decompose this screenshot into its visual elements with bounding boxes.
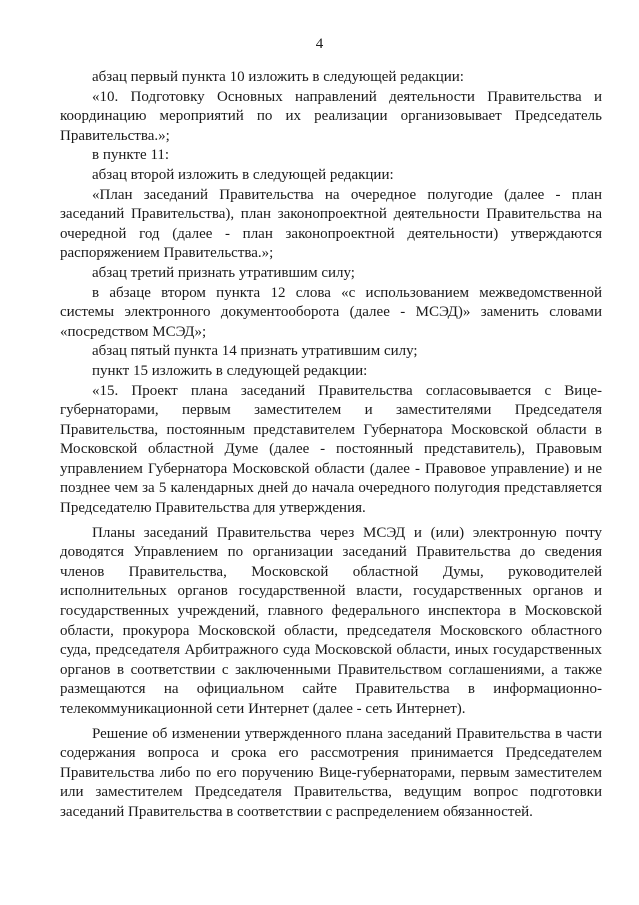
- page-number: 4: [315, 36, 324, 52]
- paragraph-10: «15. Проект плана заседаний Правительства согласовывается с Вице-губернаторами, первым заместителем и заместителями Председателя Правительства, постоянным представителем Губернатора Московской области в Московской областной Думе (далее - постоянный представитель), Правовым управлением Губернатора Московской области (далее - Правовое управление) и не позднее чем за 5 календарных дней до начала очередного полугодия представляется Председателю Правительства для утверждения.: [60, 382, 602, 517]
- document-body: [60, 68, 602, 823]
- paragraph-5: «План заседаний Правительства на очередное полугодие (далее - план заседаний Правительства), план законопроектной деятельности Правительства на очередной год (далее - план законопроектной деятельности) утверждаются распоряжением Правительства.»;: [60, 186, 602, 262]
- paragraph-12: Решение об изменении утвержденного плана заседаний Правительства в части содержания вопроса и срока его рассмотрения принимается Председателем Правительства либо по его поручению Вице-губернаторами, первым заместителем или заместителем Председателя Правительства, ведущим вопрос подготовки заседаний Правительства в соответствии с распределением обязанностей.: [60, 725, 602, 820]
- paragraph-7: в абзаце втором пункта 12 слова «с использованием межведомственной системы электронного документооборота (далее - МСЭД)» заменить словами «посредством МСЭД»;: [60, 284, 602, 340]
- paragraph-8: абзац пятый пункта 14 признать утратившим силу;: [92, 343, 418, 360]
- paragraph-4: абзац второй изложить в следующей редакции:: [92, 166, 394, 183]
- paragraph-11: Планы заседаний Правительства через МСЭД и (или) электронную почту доводятся Управлением по организации заседаний Правительства до сведения членов Правительства, Московской областной Думы, руководителей исполнительных органов государственной власти, государственных органов и государственных учреждений, главного федерального инспектора в Московской области, прокурора Московской области, председателя Московского областного суда, председателя Арбитражного суда Московской области, иных государственных органов в соответствии с заключенными Правительством соглашениями, а также размещаются на официальном сайте Правительства в информационно-телекоммуникационной сети Интернет (далее - сеть Интернет).: [60, 524, 602, 717]
- paragraph-6: абзац третий признать утратившим силу;: [92, 264, 355, 281]
- paragraph-9: пункт 15 изложить в следующей редакции:: [92, 362, 368, 379]
- paragraph-2: «10. Подготовку Основных направлений деятельности Правительства и координацию мероприятий по их реализации организовывает Председатель Правительства.»;: [60, 88, 602, 144]
- paragraph-3: в пункте 11:: [92, 147, 170, 164]
- paragraph-1: абзац первый пункта 10 изложить в следующей редакции:: [92, 69, 464, 85]
